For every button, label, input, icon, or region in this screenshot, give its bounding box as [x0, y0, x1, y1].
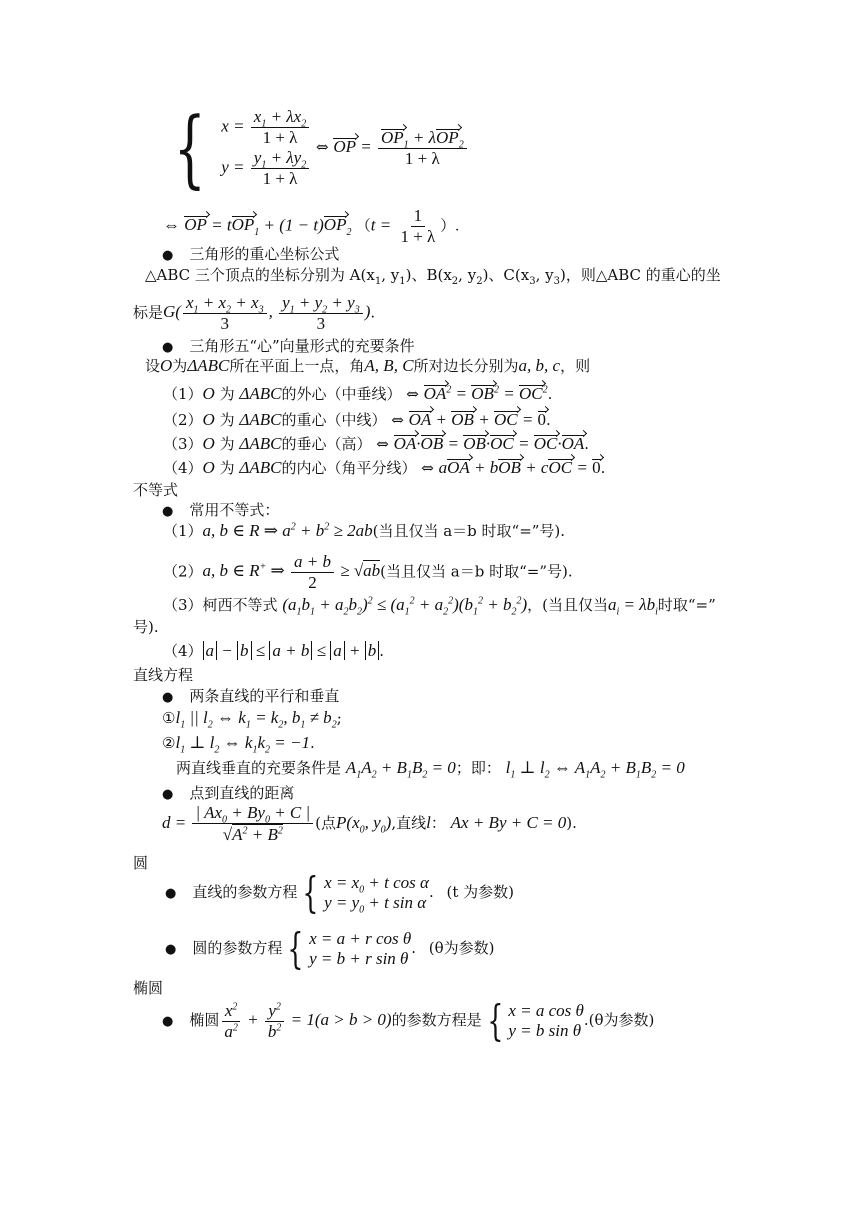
section-ratio-formula — [163, 99, 469, 198]
centroid-heading — [162, 244, 339, 266]
iff-symbol: ⇔ — [421, 459, 434, 477]
bullet: ● — [162, 690, 174, 705]
text: 所在平面上一点，角 — [229, 357, 365, 375]
item-label: 的重心（中线） — [281, 411, 387, 429]
bullet: ● — [165, 886, 177, 901]
text: 的参数方程是 — [391, 1011, 482, 1029]
perpendicular-coefficients: 两直线垂直的充要条件是 $A_1A_2 + B_1B_2 = 0$；即： $l_1$ ⊥ $l_2$ ⇔ $A_1A_2 + B_1B_2 = 0$ — [176, 758, 685, 781]
left-brace: { — [302, 868, 319, 917]
section-inequality: 不等式 — [133, 481, 179, 499]
note: (当且仅当 a＝b 时取“=”号). — [372, 522, 566, 540]
parallel-condition: $①l_1$ || $l_2$ ⇔ $k_1 = k_2$, $b_1 \ne b_2$; — [162, 708, 342, 731]
centroid-text: △ABC 三个顶点的坐标分别为 $A(x_1$, $y_1$)、$B(x_2$, $y_2$)、$C(x_3$, $y_3$)，则△ABC 的重心的坐 — [145, 266, 721, 287]
iff-symbol: ⇔ — [315, 138, 329, 156]
circle-parametric: ● 圆的参数方程 { x = a + r cos θ y = b + r sin θ . (θ为参数) — [165, 924, 495, 973]
text: 两直线垂直的充要条件是 — [176, 759, 342, 777]
text: 圆的参数方程 — [192, 939, 283, 957]
text: 、B(x — [411, 266, 452, 284]
item-label: 的垂心（高） — [281, 435, 372, 453]
note: (当且仅当 a＝b 时取“=”号). — [380, 562, 573, 581]
item-number: ① — [162, 709, 176, 727]
ellipse-parametric: ● 椭圆 $\frac{x^2}{a^2}$ + $\frac{y^2}{b^2}$ = 1(a > b > 0)的参数方程是 { x = a cos θ y = b sin θ .(θ为参数) — [162, 996, 655, 1045]
five-centers-heading — [162, 336, 415, 358]
point-system — [221, 107, 311, 189]
text: )，则△ABC 的重心的坐 — [559, 266, 721, 284]
y-equation: y = $\frac{y_1 + \lambda y_2}{1 + \lambda}$ — [221, 148, 311, 189]
item-number: ② — [162, 734, 176, 752]
item-label: 的外心（中垂线） — [281, 385, 402, 403]
note: 时取“=” — [657, 596, 716, 614]
left-brace: { — [287, 924, 304, 973]
note: (θ为参数) — [588, 1011, 655, 1029]
section-ellipse: 椭圆 — [133, 979, 164, 997]
heading-text: 点到直线的距离 — [189, 784, 295, 802]
circle-param-system: x = a + r cos θ y = b + r sin θ — [309, 929, 412, 968]
note: (θ为参数) — [428, 939, 495, 957]
inequality-1: （1）a, b ∈ R ⇒ $a^2 + b^2 \ge 2ab$(当且仅当 a＝b 时取“=”号). — [163, 521, 566, 540]
inequality-heading — [162, 500, 279, 522]
heading-text: 常用不等式： — [189, 501, 280, 519]
heading-text: 两条直线的平行和垂直 — [189, 687, 340, 705]
text: ，则 — [560, 357, 591, 375]
op-parametric-line: ⇔ OP = $tOP_1 + (1 - t)OP_2$ （t = $\frac{1}{1 + \lambda}$ ）. — [163, 206, 460, 246]
note: (t 为参数) — [446, 883, 514, 901]
perpendicular-condition: $②l_1$ ⊥ $l_2$ ⇔ $k_1k_2 = -1$. — [162, 733, 315, 756]
item-number: （4） — [163, 642, 203, 660]
item-number: （4） — [163, 459, 203, 477]
item-number: （1） — [163, 522, 203, 540]
distance-formula: d = $\frac{| Ax_0 + By_0 + C |}{√A^2 + B^2}$ (点$P(x_0$, $y_0$),直线l： Ax + By + C = 0). — [162, 803, 577, 844]
text: 椭圆 — [189, 1011, 220, 1029]
item-number: （2） — [163, 562, 203, 581]
text: 直线的参数方程 — [192, 883, 298, 901]
period: . — [370, 303, 376, 322]
inequality-3: （3）柯西不等式 $(a_1b_1 + a_2b_2)^2 \le (a_1^2 + a_2^2)(b_1^2 + b_2^2)$，(当且仅当$a_i = \lambda b_i$时取“=” — [163, 595, 716, 618]
parallel-heading — [162, 686, 339, 708]
orthocenter-item: （3）O 为 ΔABC的垂心（高） ⇔ OA·OB = OB·OC = OC·OA. — [163, 434, 590, 453]
section-circle: 圆 — [133, 854, 149, 872]
bullet: ● — [162, 787, 174, 802]
text: ： — [430, 813, 446, 832]
inequality-3-tail: 号). — [133, 618, 159, 636]
circumcenter-item: （1）O 为 ΔABC的外心（中垂线） ⇔ $OA^2 = OB^2 = OC^2$. — [163, 384, 553, 403]
line-parametric: ● 直线的参数方程 { $x = x_0 + t$ cos α $y = y_0 + t$ sin α . (t 为参数) — [165, 868, 514, 917]
bullet: ● — [162, 340, 174, 355]
bullet: ● — [165, 942, 177, 957]
item-number: （3） — [163, 435, 203, 453]
inequality-4: （4） a − b ≤ a + b ≤ a + b . — [163, 641, 384, 660]
iff-symbol: ⇔ — [163, 215, 180, 235]
iff-symbol: ⇔ — [376, 435, 389, 453]
x-equation: x = $\frac{x_1 + \lambda x_2}{1 + \lambda}$ — [221, 107, 311, 148]
iff-symbol: ⇔ — [406, 385, 419, 403]
five-centers-intro: 设O为ΔABC所在平面上一点，角A, B, C所对边长分别为a, b, c，则 — [145, 356, 591, 375]
inequality-2: （2）a, b ∈ R+ ⇒ $\frac{a + b}{2}$ ≥ √ab(当且仅当 a＝b 时取“=”号). — [163, 552, 573, 592]
text: ). — [566, 813, 577, 832]
section-line-equation: 直线方程 — [133, 666, 194, 684]
text: ,直线 — [391, 813, 427, 832]
note: ，(当且仅当 — [527, 596, 608, 614]
text: 、C(x — [488, 266, 530, 284]
ellipse-param-system: x = a cos θ y = b sin θ — [508, 1001, 584, 1040]
centroid-formula: 标是G( $\frac{x_1 + x_2 + x_3}{3}$ , $\frac{y_1 + y_2 + y_3}{3}$ ). — [133, 293, 376, 333]
centroid-vector-item: （2）O 为 ΔABC的重心（中线） ⇔ OA + OB + OC = 0. — [163, 410, 551, 429]
distance-heading — [162, 783, 294, 805]
text: (点 — [315, 813, 337, 832]
text: △ABC 三个顶点的坐标分别为 A(x — [145, 266, 375, 284]
text: 设 — [145, 357, 161, 375]
text: 所对边长分别为 — [413, 357, 519, 375]
bullet: ● — [162, 1014, 174, 1029]
heading-text: 三角形的重心坐标公式 — [189, 245, 340, 263]
item-number: （2） — [163, 411, 203, 429]
op-vector-formula: OP = $\frac{OP_1 + \lambda OP_2}{1 + \lambda}$ — [333, 137, 468, 156]
heading-text: 三角形五“心”向量形式的充要条件 — [189, 337, 415, 355]
bullet: ● — [162, 504, 174, 519]
text: 为 — [172, 357, 188, 375]
text: 标是 — [133, 303, 164, 322]
text: ；即： — [455, 759, 501, 777]
incenter-item: （4）O 为 ΔABC的内心（角平分线） ⇔ aOA + bOB + cOC = 0. — [163, 458, 606, 477]
line-param-system: $x = x_0 + t$ cos α $y = y_0 + t$ sin α — [324, 873, 429, 916]
left-brace: { — [486, 996, 503, 1045]
item-label: 的内心（角平分线） — [281, 459, 417, 477]
left-brace: { — [173, 99, 206, 197]
bullet: ● — [162, 248, 174, 263]
item-number: （1） — [163, 385, 203, 403]
iff-symbol: ⇔ — [391, 411, 404, 429]
item-number: （3）柯西不等式 — [163, 596, 278, 614]
